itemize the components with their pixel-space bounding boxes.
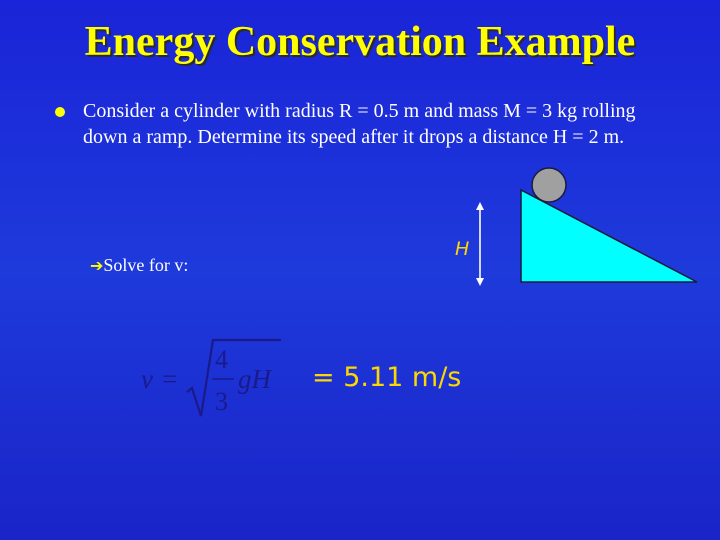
formula-denominator: 3: [215, 387, 228, 416]
formula-equals: =: [162, 364, 178, 394]
solve-prompt: [90, 255, 188, 276]
arrow-icon: ➔: [90, 256, 104, 275]
problem-statement: Consider a cylinder with radius R = 0.5 m and mass M = 3 kg rolling down a ramp. Determine its speed after it drops a distance H = 2 m.: [83, 100, 636, 148]
formula-term: gH: [238, 364, 271, 394]
height-arrow-top-icon: [476, 202, 484, 210]
result-value: = 5.11 m/s: [312, 362, 462, 393]
formula-lhs: v: [141, 364, 153, 394]
height-arrow-bottom-icon: [476, 278, 484, 286]
ramp-diagram: [466, 160, 706, 295]
slide-title: Energy Conservation Example: [84, 19, 636, 65]
solve-label: Solve for v:: [103, 255, 189, 275]
height-label: H: [455, 238, 470, 260]
formula-numerator: 4: [215, 345, 228, 374]
bullet-dot-icon: [55, 107, 65, 117]
cylinder: [532, 168, 566, 202]
ramp: [521, 190, 697, 282]
speed-formula: [135, 330, 295, 425]
